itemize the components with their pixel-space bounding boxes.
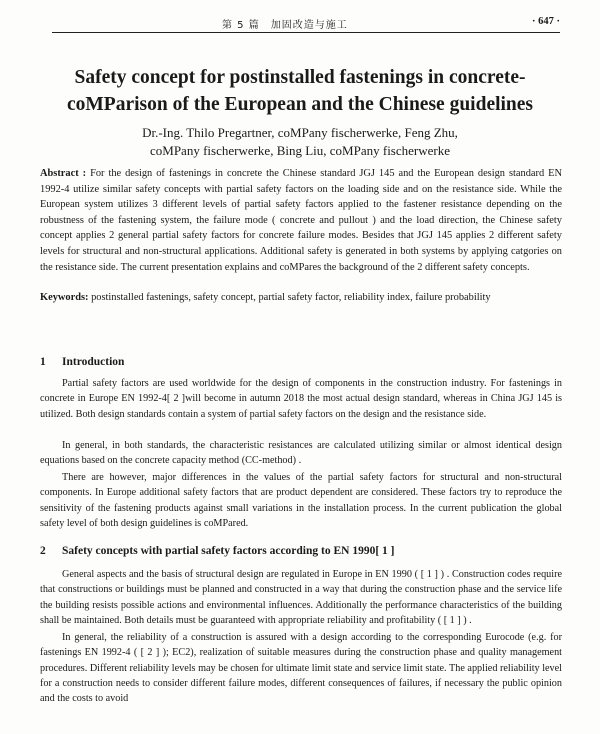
body-paragraph: General aspects and the basis of structural design are regulated in Europe in EN 1990 ( [ 1 ] ) . Construction codes require that constructions or buildings must be planned and constructed in a way that during the construction phase and the service life the building resists possible actions and environmental influences. Additionally the performance characteristics of the building shall be maintained. Both details must be guaranteed with appropriate reliability and profitability ( [ 1 ] ) . <box>40 569 562 626</box>
body-paragraph: In general, the reliability of a construction is assured with a design according to the corresponding Eurocode (e.g. for fastenings EN 1992-4 ( [ 2 ] ); EC2), realization of suitable measures during the construction phase and quality management procedures. Different reliability levels may be chosen for ultimate limit state and service limit state. The applied reliability level for a construction needs to consider different failure modes, different consequences of failures, if necessary the public opinion and the costs to avoid <box>40 632 562 705</box>
author-list <box>40 124 560 160</box>
body-paragraph: In general, in both standards, the characteristic resistances are calculated utilizing similar or almost identical design equations based on the concrete capacity method (CC-method) . <box>40 440 562 467</box>
section-heading-safety-concepts <box>40 545 562 557</box>
keywords-text: postinstalled fastenings, safety concept, partial safety factor, reliability index, failure probability <box>91 292 491 303</box>
keywords <box>40 290 562 306</box>
section-number: 1 <box>40 356 46 368</box>
section-number: 2 <box>40 545 46 557</box>
page-number: · 647 · <box>531 16 560 27</box>
body-paragraph: Partial safety factors are used worldwide for the design of components in the construction industry. For fastenings in concrete in Europe EN 1992-4[ 2 ]will become in autumn 2018 the most actual design standard, whereas in China JGJ 145 is utilized. Both design standards contain a system of partial safety factors on the design and the resistance side. <box>40 378 562 420</box>
section-heading-introduction <box>40 356 562 368</box>
paper-title: Safety concept for postinstalled fastenings in concrete-coMParison of the European and the Chinese guidelines <box>66 67 534 115</box>
keywords-label: Keywords: <box>40 292 89 303</box>
section-title: Safety concepts with partial safety factors according to EN 1990[ 1 ] <box>62 545 395 557</box>
abstract-label: Abstract : <box>40 168 87 179</box>
abstract <box>40 166 562 275</box>
chapter-label: 第 5 篇 加固改造与施工 <box>222 20 348 31</box>
author-line-2: coMPany fischerwerke, Bing Liu, coMPany fischerwerke <box>150 143 450 158</box>
section-title: Introduction <box>62 356 125 368</box>
author-line-1: Dr.-Ing. Thilo Pregartner, coMPany fischerwerke, Feng Zhu, <box>142 125 458 140</box>
running-head <box>52 12 560 33</box>
body-paragraph: There are however, major differences in the values of the partial safety factors for structural and non-structural components. In Europe additional safety factors that are product dependent are considered. These factors try to reproduce the sensitivity of the fastening products against small variations in the installation process. In the current publication the global safety level of both design guidelines is coMPared. <box>40 472 562 529</box>
abstract-text: For the design of fastenings in concrete the Chinese standard JGJ 145 and the European design standard EN 1992-4 utilize similar safety concepts with partial safety factors on the loading side and on the resistance side. While the European system utilizes 3 different levels of partial safety factors applied to the fastener resistance depending on the robustness of the fastening system, the failure mode ( concrete and pullout ) and the load direction, the Chinese safety concept applies 2 general partial safety factors for concrete failure modes. Besides that JGJ 145 applies 2 different safety levels for structural and non-structural applications. Additional safety is generated in both systems by applying catgories on the resistance side. The current presentation explains and coMPares the background of the 2 different safety concepts. <box>40 168 562 273</box>
